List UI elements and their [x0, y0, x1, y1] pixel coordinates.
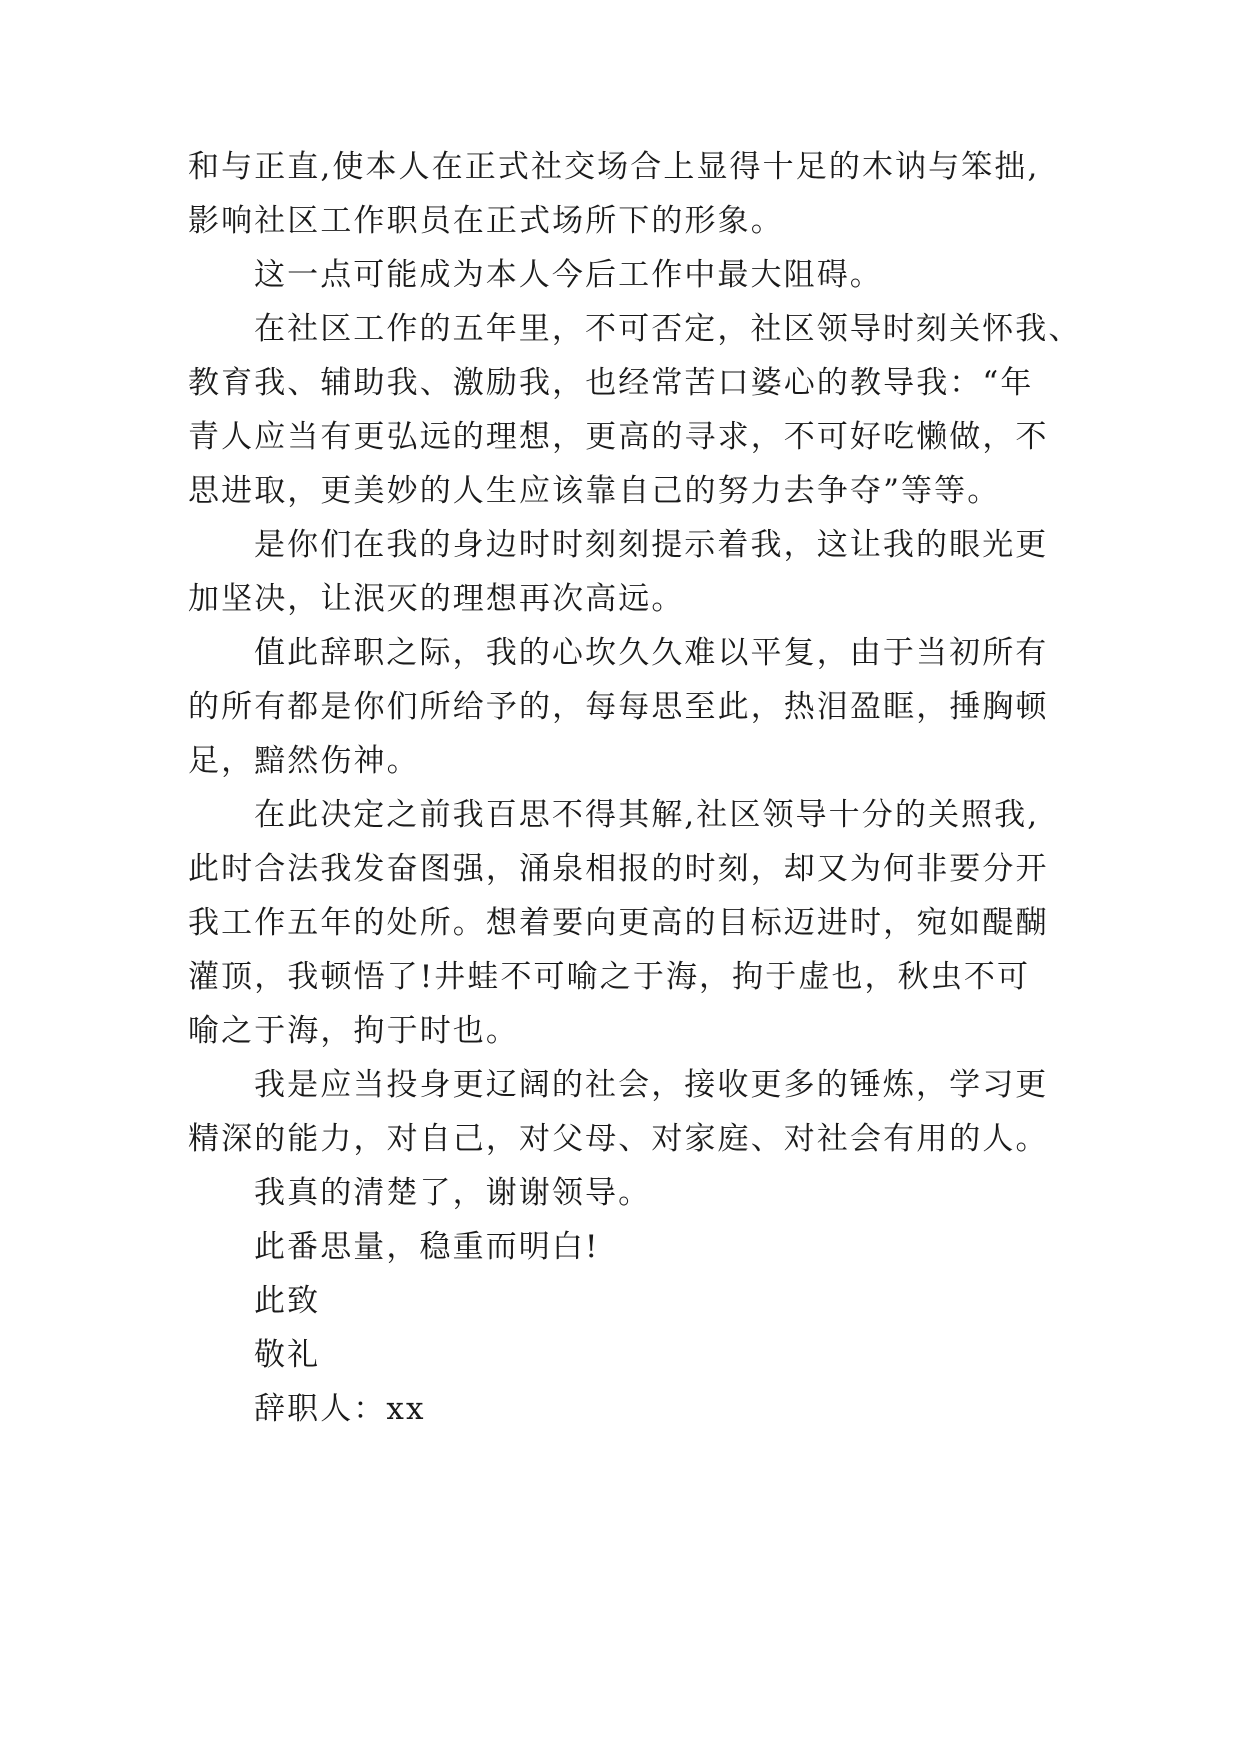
text-line: 的所有都是你们所给予的，每每思至此，热泪盈眶，捶胸顿 [188, 689, 1049, 725]
text-line: 影响社区工作职员在正式场所下的形象。 [188, 203, 784, 239]
text-line: 我工作五年的处所。想着要向更高的目标迈进时，宛如醍醐 [188, 905, 1049, 941]
text-line: 精深的能力，对自己，对父母、对家庭、对社会有用的人。 [188, 1121, 1049, 1157]
paragraph-line: 我是应当投身更辽阔的社会，接收更多的锤炼，学习更 [254, 1067, 1049, 1103]
text-line: 灌顶，我顿悟了!井蛙不可喻之于海，拘于虚也，秋虫不可 [188, 959, 1031, 995]
paragraph-line: 我真的清楚了，谢谢领导。 [254, 1175, 652, 1211]
paragraph-line: 是你们在我的身边时时刻刻提示着我，这让我的眼光更 [254, 527, 1049, 563]
text-line: 青人应当有更弘远的理想，更高的寻求，不可好吃懒做，不 [188, 419, 1049, 455]
paragraph-line: 在社区工作的五年里，不可否定，社区领导时刻关怀我、 [254, 311, 1082, 347]
text-line: 此时合法我发奋图强，涌泉相报的时刻，却又为何非要分开 [188, 851, 1049, 887]
text-line: 喻之于海，拘于时也。 [188, 1013, 519, 1049]
paragraph-line: 值此辞职之际，我的心坎久久难以平复，由于当初所有 [254, 635, 1049, 671]
closing-line: 此致 [254, 1283, 321, 1319]
salutation-line: 敬礼 [254, 1337, 321, 1373]
text-line: 思进取，更美妙的人生应该靠自己的努力去争夺”等等。 [188, 473, 1001, 509]
text-line: 加坚决，让泯灭的理想再次高远。 [188, 581, 685, 617]
text-line: 和与正直,使本人在正式社交场合上显得十足的木讷与笨拙, [188, 149, 1040, 185]
signature-line: 辞职人：xx [254, 1391, 426, 1427]
text-line: 教育我、辅助我、激励我，也经常苦口婆心的教导我：“年 [188, 365, 1034, 401]
paragraph-line: 在此决定之前我百思不得其解,社区领导十分的关照我, [254, 797, 1040, 833]
text-line: 足，黯然伤神。 [188, 743, 420, 779]
paragraph-line: 此番思量，稳重而明白! [254, 1229, 600, 1265]
paragraph-line: 这一点可能成为本人今后工作中最大阻碍。 [254, 257, 883, 293]
